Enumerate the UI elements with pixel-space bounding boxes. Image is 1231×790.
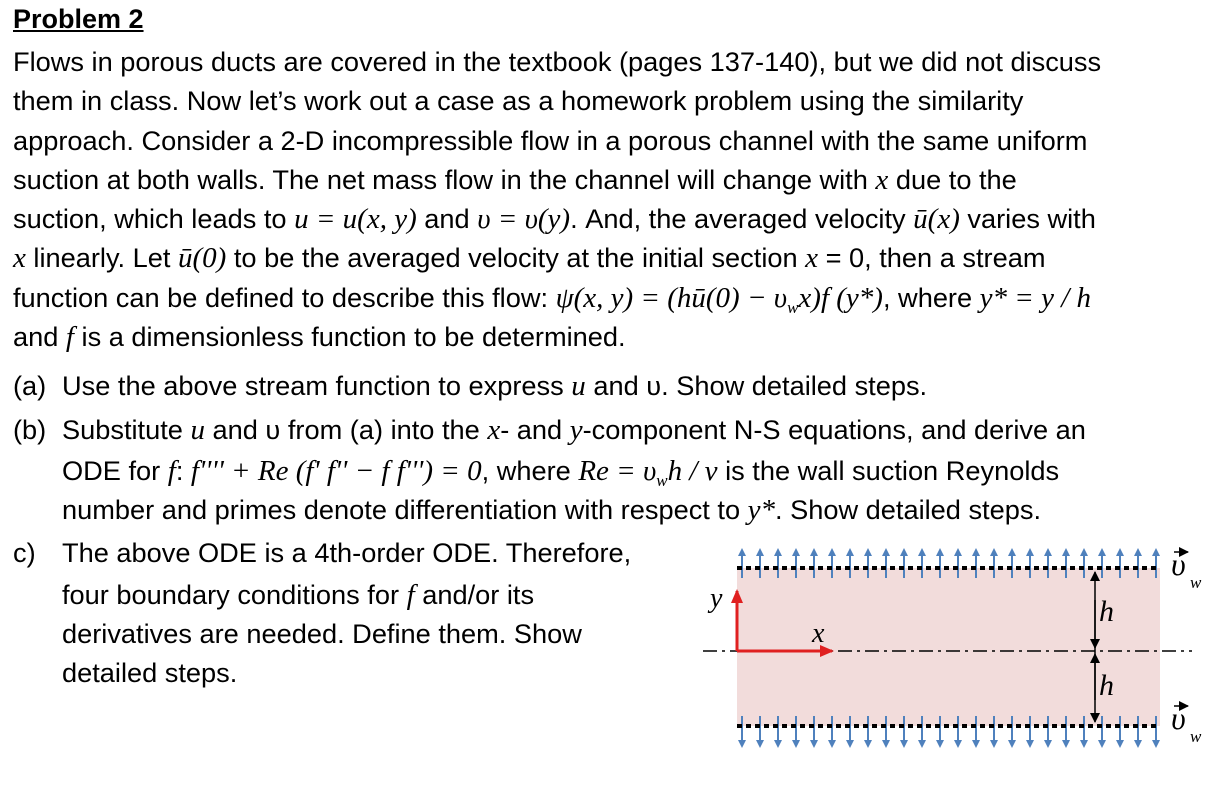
intro-text: due to the — [888, 163, 1017, 195]
part-text: four boundary conditions for — [62, 579, 407, 610]
part-text: number and primes denote differentiation with respect to — [62, 494, 748, 525]
reynolds-definition: Re = υ — [578, 455, 657, 487]
intro-text: to be the averaged velocity at the initial section — [226, 242, 806, 274]
top-wall-velocity-label — [1171, 546, 1202, 592]
math-symbol: f — [406, 579, 415, 611]
intro-text: function can be defined to describe this flow: — [13, 281, 556, 313]
part-text: Substitute — [62, 414, 191, 445]
intro-text: and — [13, 321, 66, 353]
h-bottom-label: h — [1099, 669, 1114, 702]
part-text: , where — [481, 455, 579, 486]
svg-text:w: w — [1190, 573, 1202, 592]
math-symbol: x — [875, 163, 889, 196]
part-text: ODE for — [62, 455, 168, 486]
svg-text:υ: υ — [1171, 700, 1186, 736]
math-subscript: w — [656, 471, 668, 490]
ode-equation: f'''' + Re (f' f'' − f f''') = 0 — [190, 455, 482, 487]
math-expression: u = u(x, y) — [294, 203, 417, 236]
part-label: (b) — [13, 414, 47, 445]
math-expression: y* = y / h — [979, 281, 1092, 314]
intro-text: linearly. Let — [25, 242, 178, 274]
channel-region — [737, 568, 1160, 726]
math-symbol: u — [571, 370, 586, 402]
part-text: : — [175, 455, 191, 486]
math-symbol: x — [805, 242, 819, 275]
part-text: Use the above stream function to express — [62, 370, 572, 401]
part-text: derivatives are needed. Define them. Show — [62, 618, 582, 649]
math-symbol: y — [569, 414, 583, 446]
intro-text: = 0, then a stream — [818, 242, 1046, 274]
h-top-label: h — [1099, 595, 1114, 628]
intro-text: them in class. Now let’s work out a case as a homework problem using the similarity — [13, 85, 1024, 117]
part-text: and/or its — [414, 579, 535, 610]
part-label: (a) — [13, 370, 47, 401]
stream-function-equation: ψ(x, y) = (hū(0) − υ — [555, 281, 788, 314]
intro-text: . And, the averaged velocity — [570, 203, 914, 235]
math-symbol: x — [13, 242, 26, 275]
y-axis-label: y — [710, 583, 723, 614]
math-expression: ū(0) — [178, 242, 227, 275]
intro-text: suction, which leads to — [13, 203, 295, 235]
problem-title: Problem 2 — [13, 4, 144, 34]
math-symbol: u — [190, 414, 205, 446]
math-symbol: f — [65, 321, 74, 354]
part-text: -component N-S equations, and derive an — [582, 414, 1086, 445]
svg-text:w: w — [1190, 727, 1202, 746]
intro-text: Flows in porous ducts are covered in the textbook (pages 137-140), but we did not discuss — [13, 46, 1102, 77]
part-text: The above ODE is a 4th-order ODE. Therefore, — [62, 537, 632, 568]
intro-text: approach. Consider a 2-D incompressible flow in a porous channel with the same uniform — [13, 124, 1088, 156]
part-text: and υ. Show detailed steps. — [585, 370, 928, 401]
math-symbol: f — [167, 455, 176, 487]
part-text: detailed steps. — [62, 657, 238, 688]
reynolds-definition: h / ν — [667, 455, 718, 487]
math-subscript: w — [787, 297, 799, 317]
part-text: and υ from (a) into the — [204, 414, 488, 445]
svg-text:υ: υ — [1171, 546, 1186, 582]
intro-text: , where — [882, 281, 980, 313]
part-text: is the wall suction Reynolds — [717, 455, 1060, 486]
math-expression: ū(x) — [913, 203, 960, 236]
math-symbol: x — [487, 414, 501, 446]
intro-text: is a dimensionless function to be determined. — [73, 321, 626, 353]
part-text: . Show detailed steps. — [775, 494, 1041, 525]
stream-function-equation: x)f (y*) — [798, 281, 883, 314]
bottom-wall-velocity-label — [1171, 700, 1202, 746]
intro-text: suction at both walls. The net mass flow in the channel will change with — [13, 163, 876, 195]
intro-text: and — [416, 203, 478, 235]
math-symbol: y* — [747, 494, 775, 526]
intro-text: varies with — [959, 203, 1096, 235]
x-axis-label: x — [812, 618, 825, 649]
part-text: - and — [500, 414, 570, 445]
part-label: c) — [13, 537, 36, 568]
math-expression: υ = υ(y) — [477, 203, 571, 236]
